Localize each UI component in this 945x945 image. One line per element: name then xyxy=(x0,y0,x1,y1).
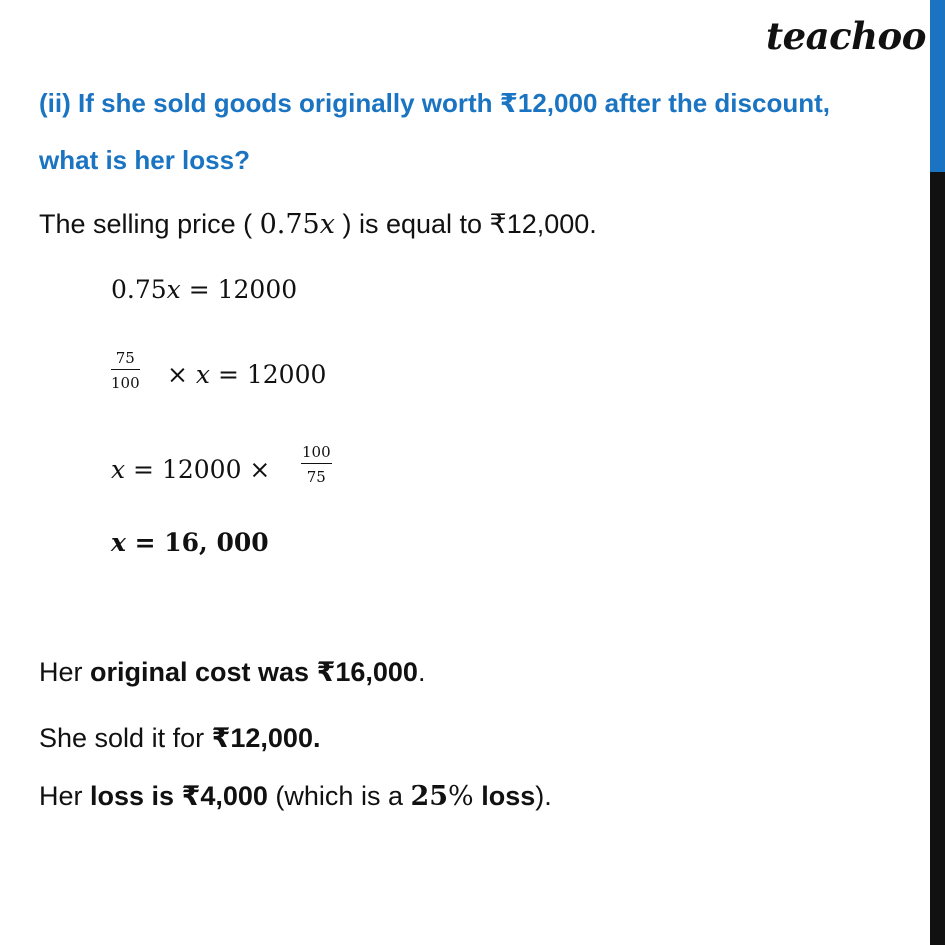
step2-numerator: 75 xyxy=(111,349,140,370)
c3-bold-loss: loss is ₹4,000 xyxy=(90,781,268,811)
c2-pre: She sold it for xyxy=(39,723,212,753)
step1-variable: x xyxy=(166,275,181,304)
conclusion-line-2 xyxy=(39,723,320,754)
right-edge-accent xyxy=(930,0,945,172)
equation-step-1 xyxy=(111,275,297,304)
equation-step-3 xyxy=(111,455,270,484)
intro-sentence xyxy=(39,209,597,240)
c3-pre: Her xyxy=(39,781,91,811)
step2-fraction xyxy=(111,349,140,392)
step1-rhs: = 12000 xyxy=(180,275,298,304)
intro-after: ) is equal to ₹12,000. xyxy=(334,209,597,239)
step2-times: × xyxy=(167,360,188,389)
step3-rhs: = 12000 × xyxy=(125,455,271,484)
intro-variable: x xyxy=(319,209,335,240)
c3-post: ). xyxy=(535,781,552,811)
equation-step-2 xyxy=(167,360,326,389)
intro-coefficient: 0.75 xyxy=(259,209,320,240)
step2-variable: x xyxy=(195,360,211,389)
intro-before: The selling price ( xyxy=(39,209,260,239)
step2-denominator: 100 xyxy=(111,374,140,392)
conclusion-line-3 xyxy=(39,781,552,812)
c3-percent-sign: % xyxy=(448,781,474,812)
step2-rhs: = 12000 xyxy=(210,360,327,389)
step3-variable: x xyxy=(111,455,126,484)
step1-coefficient: 0.75 xyxy=(111,275,167,304)
step4-variable: x xyxy=(111,528,126,557)
step3-denominator: 75 xyxy=(306,468,326,486)
c2-bold: ₹12,000. xyxy=(211,723,321,753)
question-line-1: (ii) If she sold goods originally worth ₹12,000 after the discount, xyxy=(39,88,830,118)
equation-step-4-result xyxy=(111,528,269,557)
conclusion-line-1 xyxy=(39,657,425,688)
c3-mid: (which is a xyxy=(267,781,411,811)
step4-rhs: = 16, 000 xyxy=(125,528,269,557)
c3-bold-loss-word: loss xyxy=(473,781,536,811)
teachoo-logo: teachoo xyxy=(766,14,926,58)
step3-numerator: 100 xyxy=(301,443,332,464)
question-line-2: what is her loss? xyxy=(39,145,250,175)
c1-pre: Her xyxy=(39,657,91,687)
c1-bold: original cost was ₹16,000 xyxy=(90,657,418,687)
step3-fraction xyxy=(301,443,332,486)
c1-post: . xyxy=(417,657,426,687)
c3-percent-value: 25 xyxy=(410,781,449,812)
